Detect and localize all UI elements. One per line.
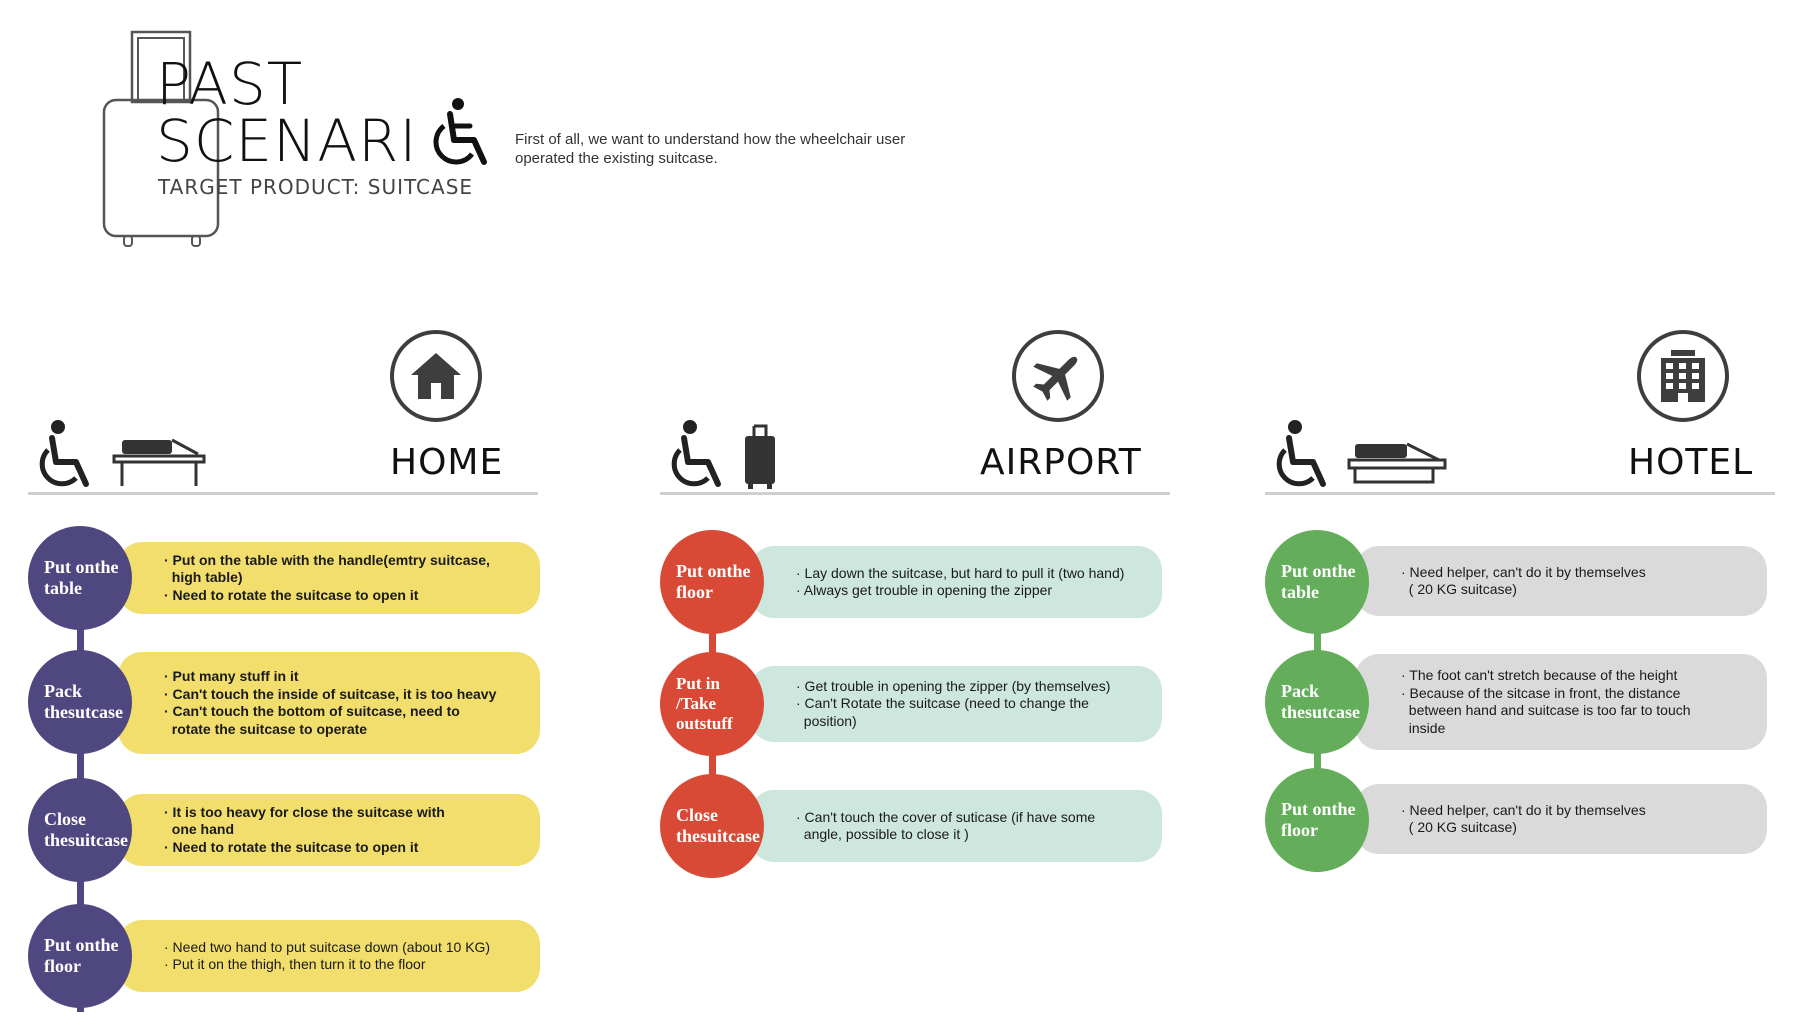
divider [1265,492,1775,495]
step-label: stuff [699,714,733,733]
desc-line: · Can't touch the cover of suticase (if have some [796,808,1096,825]
intro-line: First of all, we want to understand how the wheelchair user [515,131,906,148]
step-label: Put on [1281,561,1332,581]
step-label: the floor [44,935,119,976]
section-home [28,330,538,1030]
desc-line: · Need helper, can't do it by themselves [1401,801,1646,818]
step-label: suitcase [700,826,760,846]
page-title-line1: PAST [156,50,304,118]
desc-line: position) [796,712,857,729]
step-label: Close the [676,805,718,846]
divider [660,492,1170,495]
section-title: AIRPORT [980,442,1142,483]
desc-line: · Can't Rotate the suitcase (need to change the [796,695,1089,712]
home-context-icons [36,418,208,495]
intro-text [515,130,935,168]
step-description [118,652,540,754]
step-label-circle [28,526,132,630]
page-title-line2: SCENARI [156,107,418,175]
desc-line: one hand [164,821,234,838]
step-description [1355,546,1767,616]
desc-line: · Put many stuff in it [164,668,299,684]
step-description [750,790,1162,862]
desc-line: · Always get trouble in opening the zipper [796,582,1053,598]
desc-line: · Can't touch the inside of suitcase, it is too heavy [164,685,497,702]
airport-circle [1012,330,1104,422]
section-airport [660,330,1170,1030]
desc-line: high table) [164,569,243,586]
page-subtitle: TARGET PRODUCT: SUITCASE [158,175,474,199]
step-label: Close the [44,809,86,850]
bed-with-suitcase-icon [1347,434,1447,490]
desc-line: ( 20 KG suitcase) [1401,581,1517,597]
desc-line: · Put on the table with the handle(emtry suitcase, [164,551,490,568]
desc-line: · The foot can't stretch because of the height [1401,667,1678,683]
divider [28,492,538,495]
desc-line: · Get trouble in opening the zipper (by themselves) [796,677,1111,694]
wheelchair-icon [668,418,732,490]
hotel-circle [1637,330,1729,422]
step-label: the floor [676,561,751,602]
step-label: suitcase [68,830,128,850]
step-label: Put in / [676,674,720,713]
step-description [1355,654,1767,750]
desc-line: · Lay down the suitcase, but hard to pull it (two hand) [796,564,1125,581]
desc-line: · It is too heavy for close the suitcase with [164,803,445,820]
desc-line: · Can't touch the bottom of suitcase, need to [164,703,460,719]
home-circle [390,330,482,422]
step-description [118,920,540,992]
step-label: Pack the [1281,681,1319,722]
section-title: HOTEL [1628,442,1754,483]
step-label-circle [660,774,764,878]
house-icon [409,351,463,401]
desc-line: ( 20 KG suitcase) [1401,819,1517,835]
step-description [118,542,540,614]
airplane-icon [1030,348,1086,404]
desc-line: between hand and suitcase is too far to touch [1401,702,1691,718]
wheelchair-icon [36,418,100,490]
step-label: Pack the [44,681,82,722]
step-label-circle [1265,768,1369,872]
step-label: the table [1281,561,1356,602]
hotel-context-icons [1273,418,1447,495]
step-label-circle [28,650,132,754]
desc-line: · Put it on the thigh, then turn it to the floor [164,956,426,972]
step-label: Put on [44,557,95,577]
wheelchair-icon [1273,418,1337,490]
step-label: sutcase [68,702,123,722]
step-label-circle [1265,530,1369,634]
desc-line: · Need helper, can't do it by themselves [1401,563,1646,580]
step-description [118,794,540,866]
step-description [1355,784,1767,854]
desc-line: · Need to rotate the suitcase to open it [164,838,419,855]
step-label-circle [28,778,132,882]
step-label: sutcase [1305,702,1360,722]
section-title: HOME [390,442,504,483]
hotel-icon [1657,348,1709,404]
desc-line: · Need to rotate the suitcase to open it [164,586,419,603]
step-description [750,666,1162,742]
section-hotel [1265,330,1775,1030]
step-label: Take out [676,694,717,733]
desc-line: rotate the suitcase to operate [164,720,368,737]
step-label: Put on [676,561,727,581]
table-with-suitcase-icon [112,434,208,490]
desc-line: inside [1401,719,1446,736]
step-label: the table [44,557,119,598]
step-label: Put on [44,935,95,955]
desc-line: angle, possible to close it ) [796,826,969,842]
step-label-circle [1265,650,1369,754]
step-label-circle [28,904,132,1008]
step-description [750,546,1162,618]
wheelchair-title-icon [428,96,496,166]
step-label: Put on [1281,799,1332,819]
intro-line: operated the existing suitcase. [515,150,718,167]
airport-context-icons [668,418,778,495]
step-label: the floor [1281,799,1356,840]
step-label-circle [660,652,764,756]
desc-line: · Need two hand to put suitcase down (about 10 KG) [164,938,491,955]
desc-line: · Because of the sitcase in front, the distance [1401,684,1681,701]
rolling-suitcase-icon [742,424,778,490]
step-label-circle [660,530,764,634]
